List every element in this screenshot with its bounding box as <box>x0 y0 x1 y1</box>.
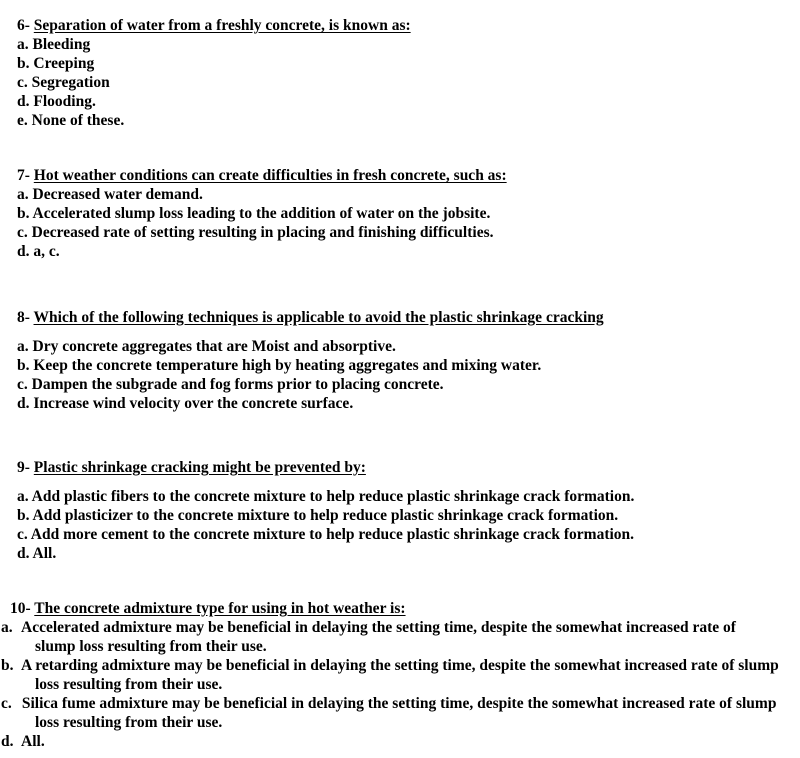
spacer <box>17 327 800 337</box>
option-letter: b. <box>17 507 30 524</box>
option-letter: a. <box>17 36 29 53</box>
question-stem: The concrete admixture type for using in hot weather is: <box>34 600 406 617</box>
option-text: Dry concrete aggregates that are Moist and absorptive. <box>32 338 396 355</box>
option-letter: b. <box>17 55 30 72</box>
question-stem-line <box>17 458 800 477</box>
option-letter: d. <box>17 395 30 412</box>
option-letter: d. <box>17 545 30 562</box>
answer-option-d <box>17 242 800 261</box>
answer-option-c: c. Silica fume admixture may be beneficial in delaying the setting time, despite the somewhat increased rate of slump loss resulting from their use. <box>1 695 777 731</box>
option-text: Silica fume admixture may be beneficial in delaying the setting time, despite the somewhat increased rate of slump loss resulting from their use. <box>21 695 777 731</box>
option-letter: c. <box>17 376 28 393</box>
answer-option-b <box>17 204 800 223</box>
option-text: Keep the concrete temperature high by heating aggregates and mixing water. <box>33 357 542 374</box>
answer-option-a <box>17 35 800 54</box>
answer-option-c <box>17 73 800 92</box>
answer-option-c <box>17 375 800 394</box>
option-text: a, c. <box>33 243 60 260</box>
option-text: Flooding. <box>33 93 96 110</box>
option-letter: c. <box>17 74 28 91</box>
answer-option-b <box>17 356 800 375</box>
question-6 <box>17 16 800 130</box>
option-text: Creeping <box>33 55 95 72</box>
option-letter: b. <box>17 205 30 222</box>
option-text: Increase wind velocity over the concrete surface. <box>33 395 354 412</box>
question-number: 7- <box>17 167 30 184</box>
option-text: Add plasticizer to the concrete mixture to help reduce plastic shrinkage crack formation. <box>32 507 619 524</box>
answer-option-c <box>17 223 800 242</box>
answer-option-b: b. A retarding admixture may be beneficial in delaying the setting time, despite the somewhat increased rate of slump loss resulting from their use. <box>1 657 779 693</box>
question-stem-line <box>17 308 800 327</box>
option-letter: b. <box>17 357 30 374</box>
answer-option-c <box>17 525 800 544</box>
question-stem: Which of the following techniques is applicable to avoid the plastic shrinkage cracking <box>33 309 604 326</box>
question-stem-line <box>9 599 779 618</box>
answer-option-b <box>17 506 800 525</box>
question-stem: Plastic shrinkage cracking might be prevented by: <box>33 459 366 476</box>
option-text: All. <box>32 545 57 562</box>
answer-option-a: a. Accelerated admixture may be beneficial in delaying the setting time, despite the somewhat increased rate of slump loss resulting from their use. <box>1 619 736 655</box>
answer-option-d: d. All. <box>1 733 45 750</box>
question-8 <box>17 308 800 413</box>
option-text: None of these. <box>31 112 125 129</box>
question-stem: Hot weather conditions can create difficulties in fresh concrete, such as: <box>33 167 507 184</box>
answer-option-d <box>17 544 800 563</box>
answer-option-a <box>17 487 800 506</box>
answer-option-e <box>17 111 800 130</box>
option-letter: d. <box>17 93 30 110</box>
option-text: A retarding admixture may be beneficial in delaying the setting time, despite the somewhat increased rate of slump loss resulting from their use. <box>21 657 779 693</box>
question-number: 8- <box>17 309 30 326</box>
option-text: Bleeding <box>32 36 91 53</box>
spacer <box>17 477 800 487</box>
option-text: All. <box>21 733 45 750</box>
question-stem-line <box>17 16 800 35</box>
option-text: Decreased water demand. <box>32 186 203 203</box>
option-letter: a. <box>17 488 29 505</box>
question-9 <box>17 458 800 563</box>
question-number: 9- <box>17 459 30 476</box>
question-number: 10- <box>10 600 31 617</box>
option-letter: d. <box>17 243 30 260</box>
option-text: Accelerated slump loss leading to the addition of water on the jobsite. <box>32 205 491 222</box>
option-text: Segregation <box>31 74 110 91</box>
option-text: Accelerated admixture may be beneficial in delaying the setting time, despite the somewhat increased rate of slump loss resulting from their use. <box>21 619 736 655</box>
option-text: Decreased rate of setting resulting in placing and finishing difficulties. <box>31 224 494 241</box>
answer-option-b <box>17 54 800 73</box>
option-text: Add plastic fibers to the concrete mixture to help reduce plastic shrinkage crack formation. <box>31 488 635 505</box>
answer-option-d <box>17 92 800 111</box>
question-number: 6- <box>17 17 30 34</box>
answer-option-d <box>17 394 800 413</box>
question-stem: Separation of water from a freshly concrete, is known as: <box>33 17 411 34</box>
question-7 <box>17 166 800 261</box>
answer-option-a <box>17 337 800 356</box>
option-letter: c. <box>17 526 28 543</box>
option-letter: a. <box>17 338 29 355</box>
question-stem-line <box>17 166 800 185</box>
option-letter: a. <box>17 186 29 203</box>
option-text: Add more cement to the concrete mixture to help reduce plastic shrinkage crack formation. <box>30 526 635 543</box>
option-text: Dampen the subgrade and fog forms prior to placing concrete. <box>31 376 444 393</box>
option-letter: c. <box>17 224 28 241</box>
question-10 <box>1 599 779 751</box>
answer-option-a <box>17 185 800 204</box>
option-letter: e. <box>17 112 28 129</box>
